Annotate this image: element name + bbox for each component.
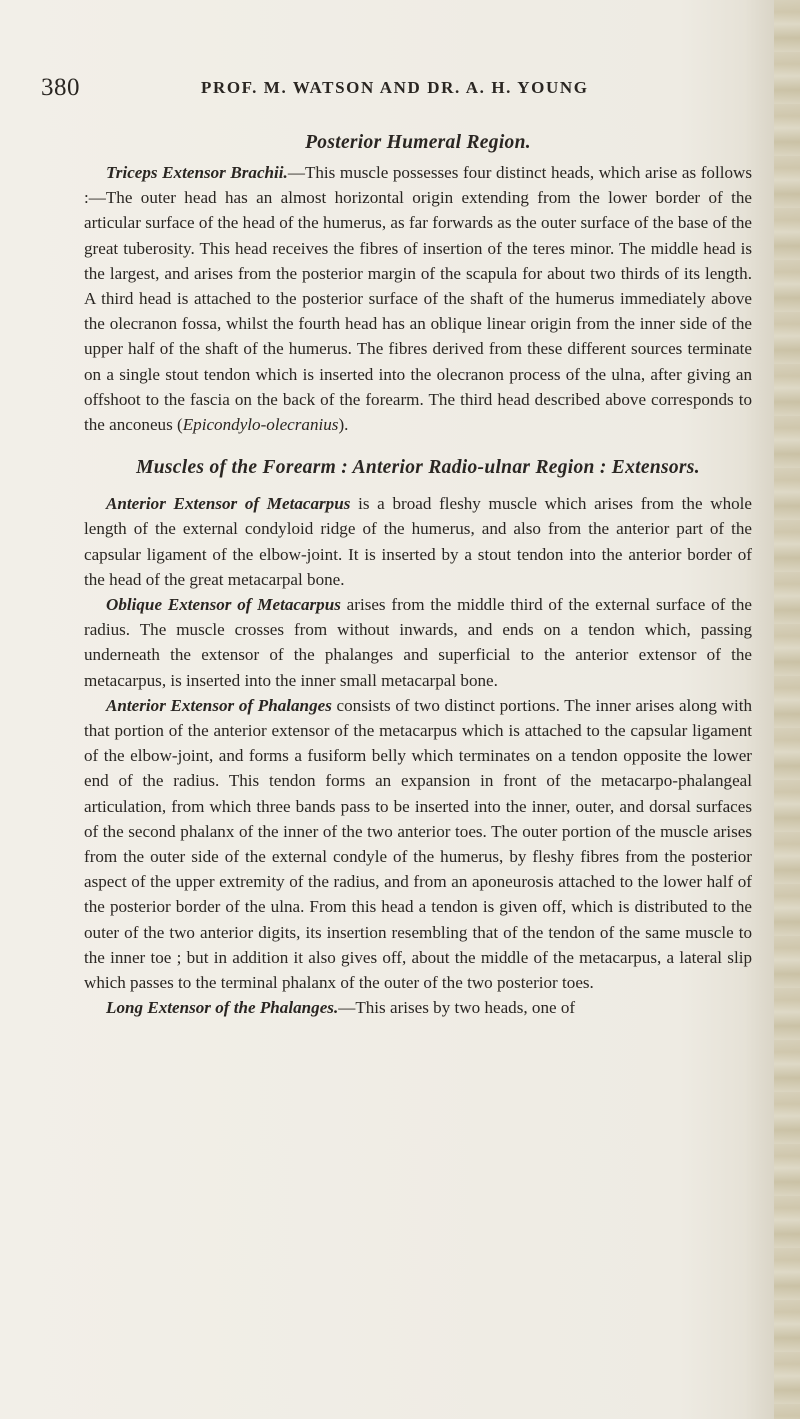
body-text bbox=[84, 130, 752, 1021]
italic-term: Epicondylo-olecranius bbox=[182, 415, 339, 435]
term-anterior-extensor-metacarpus: Anterior Extensor of Metacarpus bbox=[106, 494, 351, 514]
term-long-extensor-phalanges: Long Extensor of the Phalanges. bbox=[106, 998, 339, 1018]
term-anterior-extensor-phalanges: Anterior Extensor of Phalanges bbox=[106, 695, 332, 715]
paragraph-text: —This arises by two heads, one of bbox=[338, 998, 576, 1018]
section-title-forearm-extensors: Muscles of the Forearm : Anterior Radio-ulnar Region : Extensors. bbox=[136, 457, 700, 479]
page-header bbox=[41, 74, 741, 102]
term-triceps: Triceps Extensor Brachii. bbox=[106, 163, 288, 182]
page-edge-shadow bbox=[774, 0, 800, 1419]
running-head: PROF. M. WATSON AND DR. A. H. YOUNG bbox=[201, 78, 589, 97]
paragraph-text: consists of two distinct portions. The inner arises along with that portion of the anterior extensor of the metacarpus which is attached to the capsular ligament of the elbow-joint, and forms a fusiform belly which terminates on a tendon opposite the lower end of the radius. This tendon forms an expansion in front of the metacarpo-phalangeal articulation, from which three bands pass to be inserted into the inner, outer, and dorsal surfaces of the second phalanx of the inner of the two anterior toes. The outer portion of the muscle arises from the outer side of the external condyle of the humerus, by fleshy fibres from the posterior aspect of the upper extremity of the radius, and from an aponeurosis attached to the lower half of the posterior border of the ulna. From this head a tendon is given off, which is distributed to the outer of the two anterior digits, its insertion resembling that of the tendon of the same muscle to the inner toe ; but in addition it also gives off, about the middle of the metacarpus, a lateral slip which passes to the terminal phalanx of the outer of the two posterior toes. bbox=[84, 695, 752, 993]
paragraph-triceps bbox=[84, 160, 752, 437]
paragraph-anterior-extensor-metacarpus bbox=[84, 491, 752, 592]
section-title-posterior-humeral: Posterior Humeral Region. bbox=[305, 132, 531, 153]
paragraph-text: —This muscle possesses four distinct heads, which arise as follows :—The outer head has an almost horizontal origin extending from the lower border of the articular surface of the head of the humerus, as far forwards as the outer surface of the base of the great tuberosity. This head receives the fibres of insertion of the teres minor. The middle head is the largest, and arises from the posterior margin of the scapula for about two thirds of its length. A third head is attached to the posterior surface of the shaft of the humerus immediately above the olecranon fossa, whilst the fourth head has an oblique linear origin from the inner side of the upper half of the shaft of the humerus. The fibres derived from these different sources terminate on a single stout tendon which is inserted into the olecranon process of the ulna, after giving an offshoot to the fascia on the back of the forearm. The third head described above corresponds to the anconeus ( bbox=[84, 163, 752, 435]
paragraph-text: arises from the middle third of the external surface of the radius. The muscle crosses from without inwards, and ends on a tendon which, passing underneath the extensor of the phalanges and superficial to the anterior extensor of the metacarpus, is inserted into the inner small metacarpal bone. bbox=[84, 595, 753, 690]
paragraph-long-extensor-phalanges bbox=[84, 995, 752, 1020]
paragraph-end: ). bbox=[338, 415, 349, 435]
term-oblique-extensor-metacarpus: Oblique Extensor of Metacarpus bbox=[106, 595, 341, 615]
paragraph-anterior-extensor-phalanges bbox=[84, 693, 752, 995]
paragraph-oblique-extensor-metacarpus bbox=[84, 592, 752, 693]
page-number: 380 bbox=[41, 74, 80, 101]
paragraph-text: is a broad fleshy muscle which arises from the whole length of the external condyloid ridge of the humerus, and also from the anterior part of the capsular ligament of the elbow-joint. It is inserted by a stout tendon into the anterior border of the head of the great metacarpal bone. bbox=[84, 494, 753, 589]
